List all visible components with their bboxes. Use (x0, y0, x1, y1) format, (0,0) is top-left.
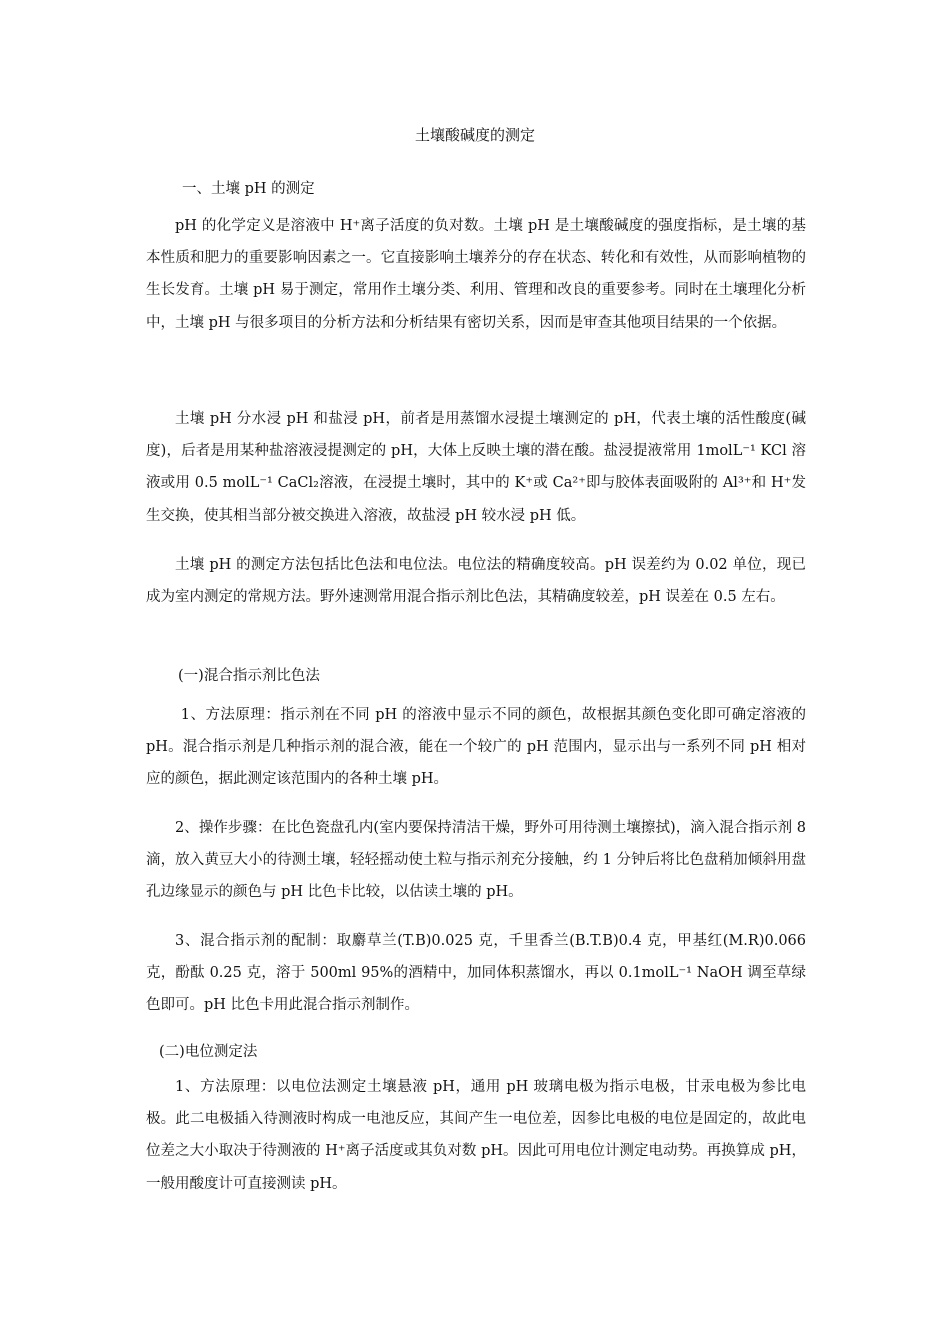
paragraph-text: 1、方法原理：指示剂在不同 pH 的溶液中显示不同的颜色，故根据其颜色变化即可确定溶液的 pH。混合指示剂是几种指示剂的混合液，能在一个较广的 pH 范围内，显示出与一系列不同 pH 相对应的颜色，据此测定该范围内的各种土壤 pH。 (146, 707, 806, 788)
paragraph-text: 土壤 pH 分水浸 pH 和盐浸 pH，前者是用蒸馏水浸提土壤测定的 pH，代表土壤的活性酸度(碱度)，后者是用某种盐溶液浸提测定的 pH，大体上反映土壤的潜在酸。盐浸提液常用 1molL⁻¹ KCl 溶液或用 0.5 molL⁻¹ CaCl₂溶液，在浸提土壤时，其中的 K⁺或 Ca²⁺即与胶体表面吸附的 Al³⁺和 H⁺发生交换，使其相当部分被交换进入溶液，故盐浸 pH 较水浸 pH 低。 (146, 411, 806, 524)
paragraph (146, 1071, 806, 1200)
paragraph (146, 549, 806, 613)
subsection-heading: (一)混合指示剂比色法 (178, 668, 320, 684)
paragraph (146, 812, 806, 909)
paragraph-text: pH 的化学定义是溶液中 H⁺离子活度的负对数。土壤 pH 是土壤酸碱度的强度指标，是土壤的基本性质和肥力的重要影响因素之一。它直接影响土壤养分的存在状态、转化和有效性，从而影响植物的生长发育。土壤 pH 易于测定，常用作土壤分类、利用、管理和改良的重要参考。同时在土壤理化分析中，土壤 pH 与很多项目的分析方法和分析结果有密切关系，因而是审查其他项目结果的一个依据。 (146, 218, 806, 331)
paragraph (146, 210, 806, 339)
section-heading: 一、土壤 pH 的测定 (182, 181, 315, 197)
paragraph (146, 699, 806, 796)
paragraph (146, 403, 806, 532)
paragraph-text: 土壤 pH 的测定方法包括比色法和电位法。电位法的精确度较高。pH 误差约为 0.02 单位，现已成为室内测定的常规方法。野外速测常用混合指示剂比色法，其精确度较差，pH 误差在 0.5 左右。 (146, 557, 806, 606)
paragraph-text: 3、混合指示剂的配制：取麝草兰(T.B)0.025 克，千里香兰(B.T.B)0.4 克，甲基红(M.R)0.066 克，酚酞 0.25 克，溶于 500ml 95%的酒精中，加同体积蒸馏水，再以 0.1molL⁻¹ NaOH 调至草绿色即可。pH 比色卡用此混合指示剂制作。 (146, 933, 806, 1014)
paragraph-text: 1、方法原理：以电位法测定土壤悬液 pH，通用 pH 玻璃电极为指示电极，甘汞电极为参比电极。此二电极插入待测液时构成一电池反应，其间产生一电位差，因参比电极的电位是固定的，故此电位差之大小取决于待测液的 H⁺离子活度或其负对数 pH。因此可用电位计测定电动势。再换算成 pH，一般用酸度计可直接测读 pH。 (146, 1079, 806, 1192)
paragraph (146, 925, 806, 1022)
paragraph-text: 2、操作步骤：在比色瓷盘孔内(室内要保持清洁干燥，野外可用待测土壤擦拭)，滴入混合指示剂 8 滴，放入黄豆大小的待测土壤，轻轻摇动使土粒与指示剂充分接触，约 1 分钟后将比色盘稍加倾斜用盘孔边缘显示的颜色与 pH 比色卡比较，以估读土壤的 pH。 (146, 820, 806, 901)
subsection-heading: (二)电位测定法 (159, 1044, 258, 1060)
document-title: 土壤酸碱度的测定 (414, 126, 535, 144)
